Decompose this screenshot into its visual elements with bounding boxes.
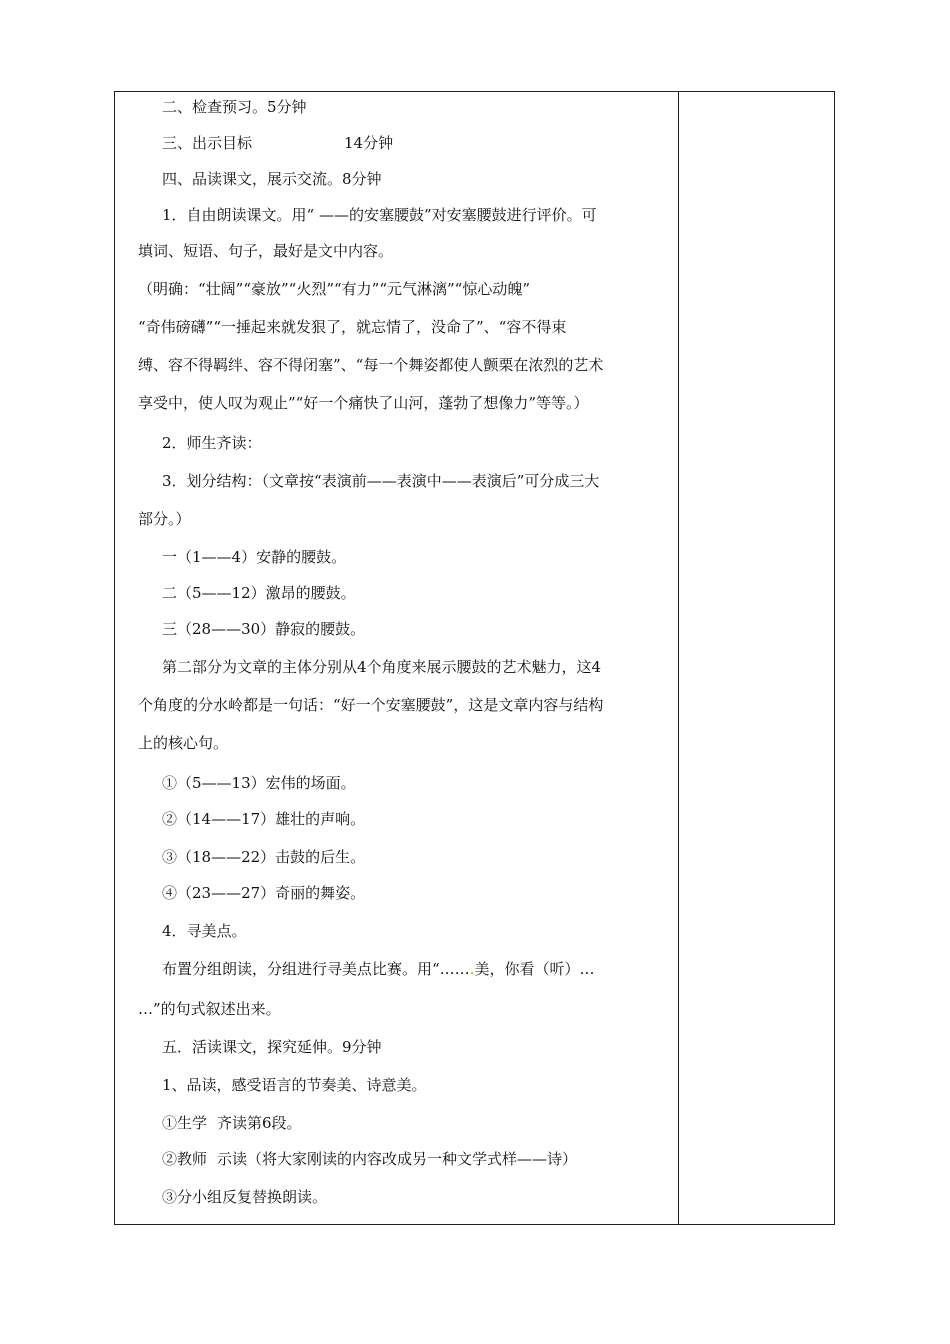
angle-3: ③（18——22）击鼓的后生。 xyxy=(162,848,366,866)
part-2: 二（5——12）激昂的腰鼓。 xyxy=(162,584,356,602)
explore-step-1: ①生学 齐读第6段。 xyxy=(162,1114,302,1132)
angle-4: ④（23——27）奇丽的舞姿。 xyxy=(162,884,366,902)
task-2-read-together: 2．师生齐读： xyxy=(162,434,262,452)
angle-2: ②（14——17）雄壮的声响。 xyxy=(162,810,366,828)
part-1: 一（1——4）安静的腰鼓。 xyxy=(162,548,347,566)
task-3-continued: 部分。） xyxy=(138,510,191,528)
angle-1: ①（5——13）宏伟的场面。 xyxy=(162,774,356,792)
task-4-instruction-continued: …”的句式叙述出来。 xyxy=(138,1000,281,1018)
explore-step-3: ③分小组反复替换朗读。 xyxy=(162,1188,328,1206)
task-3-structure: 3．划分结构：（文章按“表演前——表演中——表演后”可分成三大 xyxy=(162,472,600,490)
answer-line-1: （明确：“壮阔”“豪放”“火烈”“有力”“元气淋漓”“惊心动魄” xyxy=(138,280,531,298)
explore-task-1: 1、品读，感受语言的节奏美、诗意美。 xyxy=(162,1076,427,1094)
step-3-show-goals: 三、出示目标 14分钟 xyxy=(162,134,394,152)
step-2-check-preview: 二、检查预习。5分钟 xyxy=(162,98,307,116)
table-column-divider xyxy=(678,91,679,1225)
part-3: 三（28——30）静寂的腰鼓。 xyxy=(162,620,366,638)
part-2-explanation-3: 上的核心句。 xyxy=(138,734,229,752)
answer-line-4: 享受中，使人叹为观止”“好一个痛快了山河，蓬勃了想像力”等等。） xyxy=(138,394,589,412)
step-4-read-text: 四、品读课文，展示交流。8分钟 xyxy=(162,170,382,188)
answer-line-3: 缚、容不得羁绊、容不得闭塞”、“每一个舞姿都使人颤栗在浓烈的艺术 xyxy=(138,356,604,374)
part-2-explanation-1: 第二部分为文章的主体分别从4个角度来展示腰鼓的艺术魅力，这4 xyxy=(162,658,602,676)
task-4-instruction: 布置分组朗读，分组进行寻美点比赛。用“…….美，你看（听）… xyxy=(162,960,595,978)
answer-line-2: “奇伟磅礴”“一捶起来就发狠了，就忘情了，没命了”、“容不得束 xyxy=(138,318,567,336)
task-1-continued: 填词、短语、句子，最好是文中内容。 xyxy=(138,242,394,260)
task-4-find-beauty: 4．寻美点。 xyxy=(162,922,247,940)
step-5-explore: 五．活读课文，探究延伸。9分钟 xyxy=(162,1038,382,1056)
explore-step-2: ②教师 示读（将大家刚读的内容改成另一种文学式样——诗） xyxy=(162,1150,578,1168)
task-1-free-read: 1．自由朗读课文。用“ ——的安塞腰鼓”对安塞腰鼓进行评价。可 xyxy=(162,206,597,224)
highlight-dot: . xyxy=(469,960,475,978)
part-2-explanation-2: 个角度的分水岭都是一句话：“好一个安塞腰鼓”，这是文章内容与结构 xyxy=(138,696,604,714)
